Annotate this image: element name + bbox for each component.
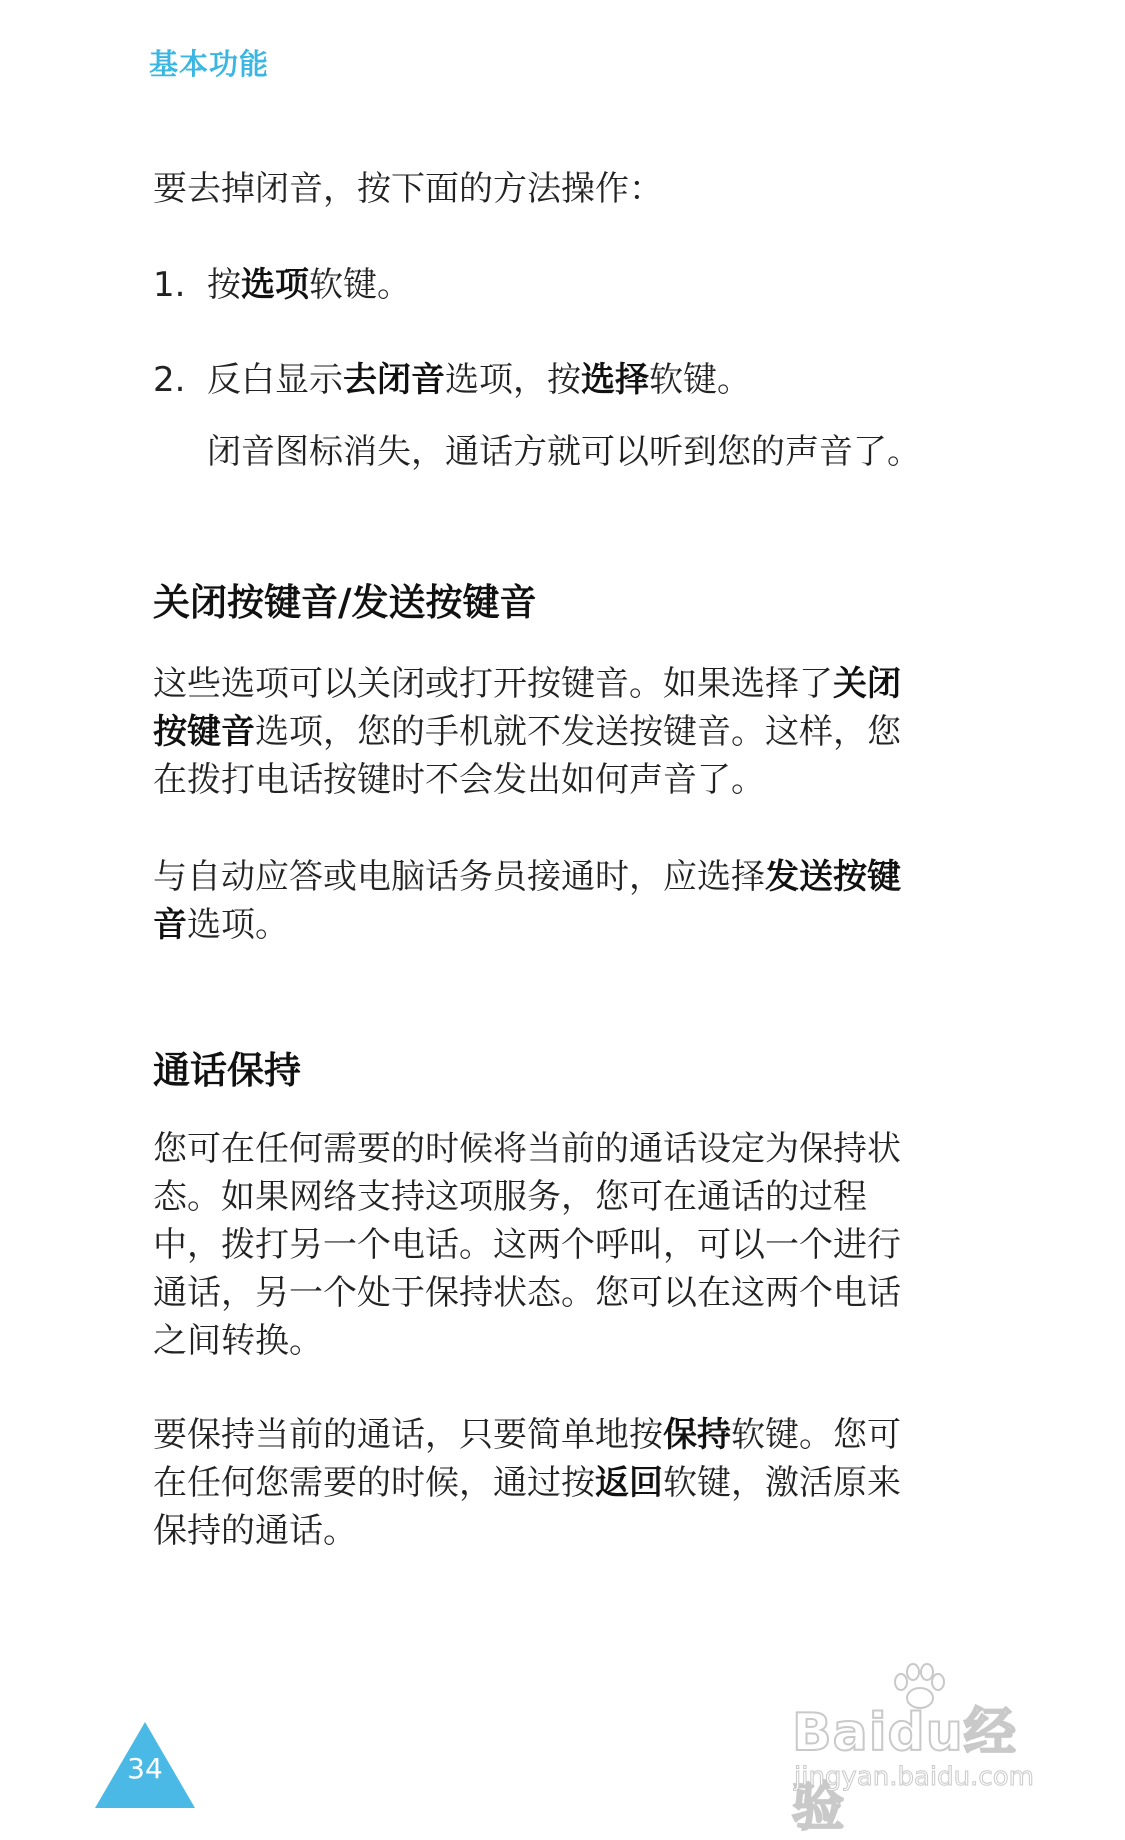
para-text: 这些选项可以关闭或打开按键音。如果选择了 xyxy=(153,664,833,704)
step-2 xyxy=(153,356,913,404)
watermark-url: jingyan.baidu.com xyxy=(794,1762,1034,1792)
step-text: 软键。 xyxy=(309,265,411,305)
para-text: 软键，激活原来保持的通话。 xyxy=(153,1463,901,1551)
heading-hold: 通话保持 xyxy=(153,1049,301,1092)
keytone-paragraph-1 xyxy=(153,660,913,804)
watermark xyxy=(792,1660,1062,1838)
step-text: 按 xyxy=(207,265,241,305)
bold-term: 返回 xyxy=(595,1463,663,1503)
step-number: 2. xyxy=(153,360,186,400)
bold-term: 保持 xyxy=(663,1415,731,1455)
step-text: 选项，按 xyxy=(445,360,581,400)
hold-paragraph-2 xyxy=(153,1411,913,1555)
section-header: 基本功能 xyxy=(149,47,270,81)
step-2-note: 闭音图标消失，通话方就可以听到您的声音了。 xyxy=(207,432,921,472)
step-text: 反白显示 xyxy=(207,360,343,400)
step-text: 软键。 xyxy=(649,360,751,400)
bold-term: 关闭按键音 xyxy=(153,664,901,752)
bold-term: 去闭音 xyxy=(343,360,445,400)
para-text: 与自动应答或电脑话务员接通时，应选择 xyxy=(153,857,765,897)
para-text: 选项。 xyxy=(187,905,289,945)
para-text: 选项，您的手机就不发送按键音。这样，您在拨打电话按键时不会发出如何声音了。 xyxy=(153,712,901,800)
bold-term: 选项 xyxy=(241,265,309,305)
watermark-logo: Baidu经验 xyxy=(792,1703,1017,1838)
step-number: 1. xyxy=(153,265,186,305)
step-1 xyxy=(153,261,913,309)
para-text: 软键。您可在任何您需要的时候，通过按 xyxy=(153,1415,901,1503)
intro-text: 要去掉闭音，按下面的方法操作： xyxy=(153,169,663,209)
heading-keytone: 关闭按键音/发送按键音 xyxy=(153,581,537,624)
bold-term: 发送按键音 xyxy=(153,857,901,945)
para-text: 要保持当前的通话，只要简单地按 xyxy=(153,1415,663,1455)
page-number: 34 xyxy=(127,1752,163,1785)
hold-paragraph-1: 您可在任何需要的时候将当前的通话设定为保持状态。如果网络支持这项服务，您可在通话的过程中，拨打另一个电话。这两个呼叫，可以一个进行通话，另一个处于保持状态。您可以在这两个电话之间转换。 xyxy=(153,1129,901,1361)
keytone-paragraph-2 xyxy=(153,853,913,949)
bold-term: 选择 xyxy=(581,360,649,400)
